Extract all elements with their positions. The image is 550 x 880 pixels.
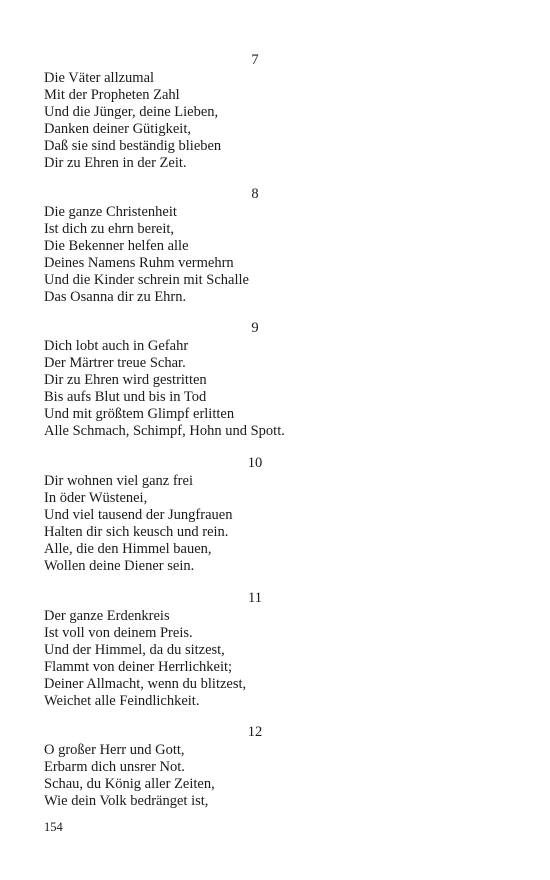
verse-line: Mit der Propheten Zahl [44,87,180,103]
verse-line: Ist dich zu ehrn bereit, [44,221,175,237]
page-number: 154 [44,820,63,834]
verse-line: Und viel tausend der Jungfrauen [44,507,233,523]
verse-line: Weichet alle Feindlichkeit. [44,693,200,709]
stanza-11 [44,590,474,710]
verse-line: Alle, die den Himmel bauen, [44,541,212,557]
stanza-10 [44,455,474,575]
verse-line: Bis aufs Blut und bis in Tod [44,389,207,405]
verse-line: In öder Wüstenei, [44,490,148,506]
verse-line: Und die Kinder schrein mit Schalle [44,272,249,288]
verse-line: Dich lobt auch in Gefahr [44,338,189,354]
verse-line: Und der Himmel, da du sitzest, [44,642,225,658]
verse-line: Deiner Allmacht, wenn du blitzest, [44,676,247,692]
verse-line: Alle Schmach, Schimpf, Hohn und Spott. [44,423,285,439]
verse-line: O großer Herr und Gott, [44,742,185,758]
stanza-number: 9 [251,320,259,336]
verse-line: Das Osanna dir zu Ehrn. [44,289,187,305]
stanza-9 [44,320,474,440]
verse-line: Die Väter allzumal [44,70,155,86]
verse-line: Flammt von deiner Herrlichkeit; [44,659,233,675]
verse-line: Danken deiner Gütigkeit, [44,121,191,137]
verse-line: Dir wohnen viel ganz frei [44,473,193,489]
stanza-number: 7 [251,52,259,68]
verse-line: Deines Namens Ruhm vermehrn [44,255,234,271]
stanza-8 [44,186,474,306]
verse-line: Und die Jünger, deine Lieben, [44,104,219,120]
verse-line: Daß sie sind beständig blieben [44,138,222,154]
verse-line: Und mit größtem Glimpf erlitten [44,406,235,422]
verse-line: Der Märtrer treue Schar. [44,355,186,371]
verse-line: Wollen deine Diener sein. [44,558,195,574]
verse-line: Ist voll von deinem Preis. [44,625,193,641]
verse-line: Die ganze Christenheit [44,204,177,220]
stanza-number: 11 [248,590,262,606]
stanza-7 [44,52,474,172]
verse-line: Die Bekenner helfen alle [44,238,189,254]
verse-line: Der ganze Erdenkreis [44,608,170,624]
stanza-number: 8 [251,186,259,202]
verse-line: Wie dein Volk bedränget ist, [44,793,209,809]
verse-line: Dir zu Ehren wird gestritten [44,372,207,388]
stanza-number: 12 [247,724,263,740]
verse-line: Schau, du König aller Zeiten, [44,776,215,792]
verse-line: Erbarm dich unsrer Not. [44,759,185,775]
stanza-number: 10 [247,455,263,471]
stanza-12 [44,724,474,810]
verse-line: Dir zu Ehren in der Zeit. [44,155,187,171]
verse-line: Halten dir sich keusch und rein. [44,524,229,540]
